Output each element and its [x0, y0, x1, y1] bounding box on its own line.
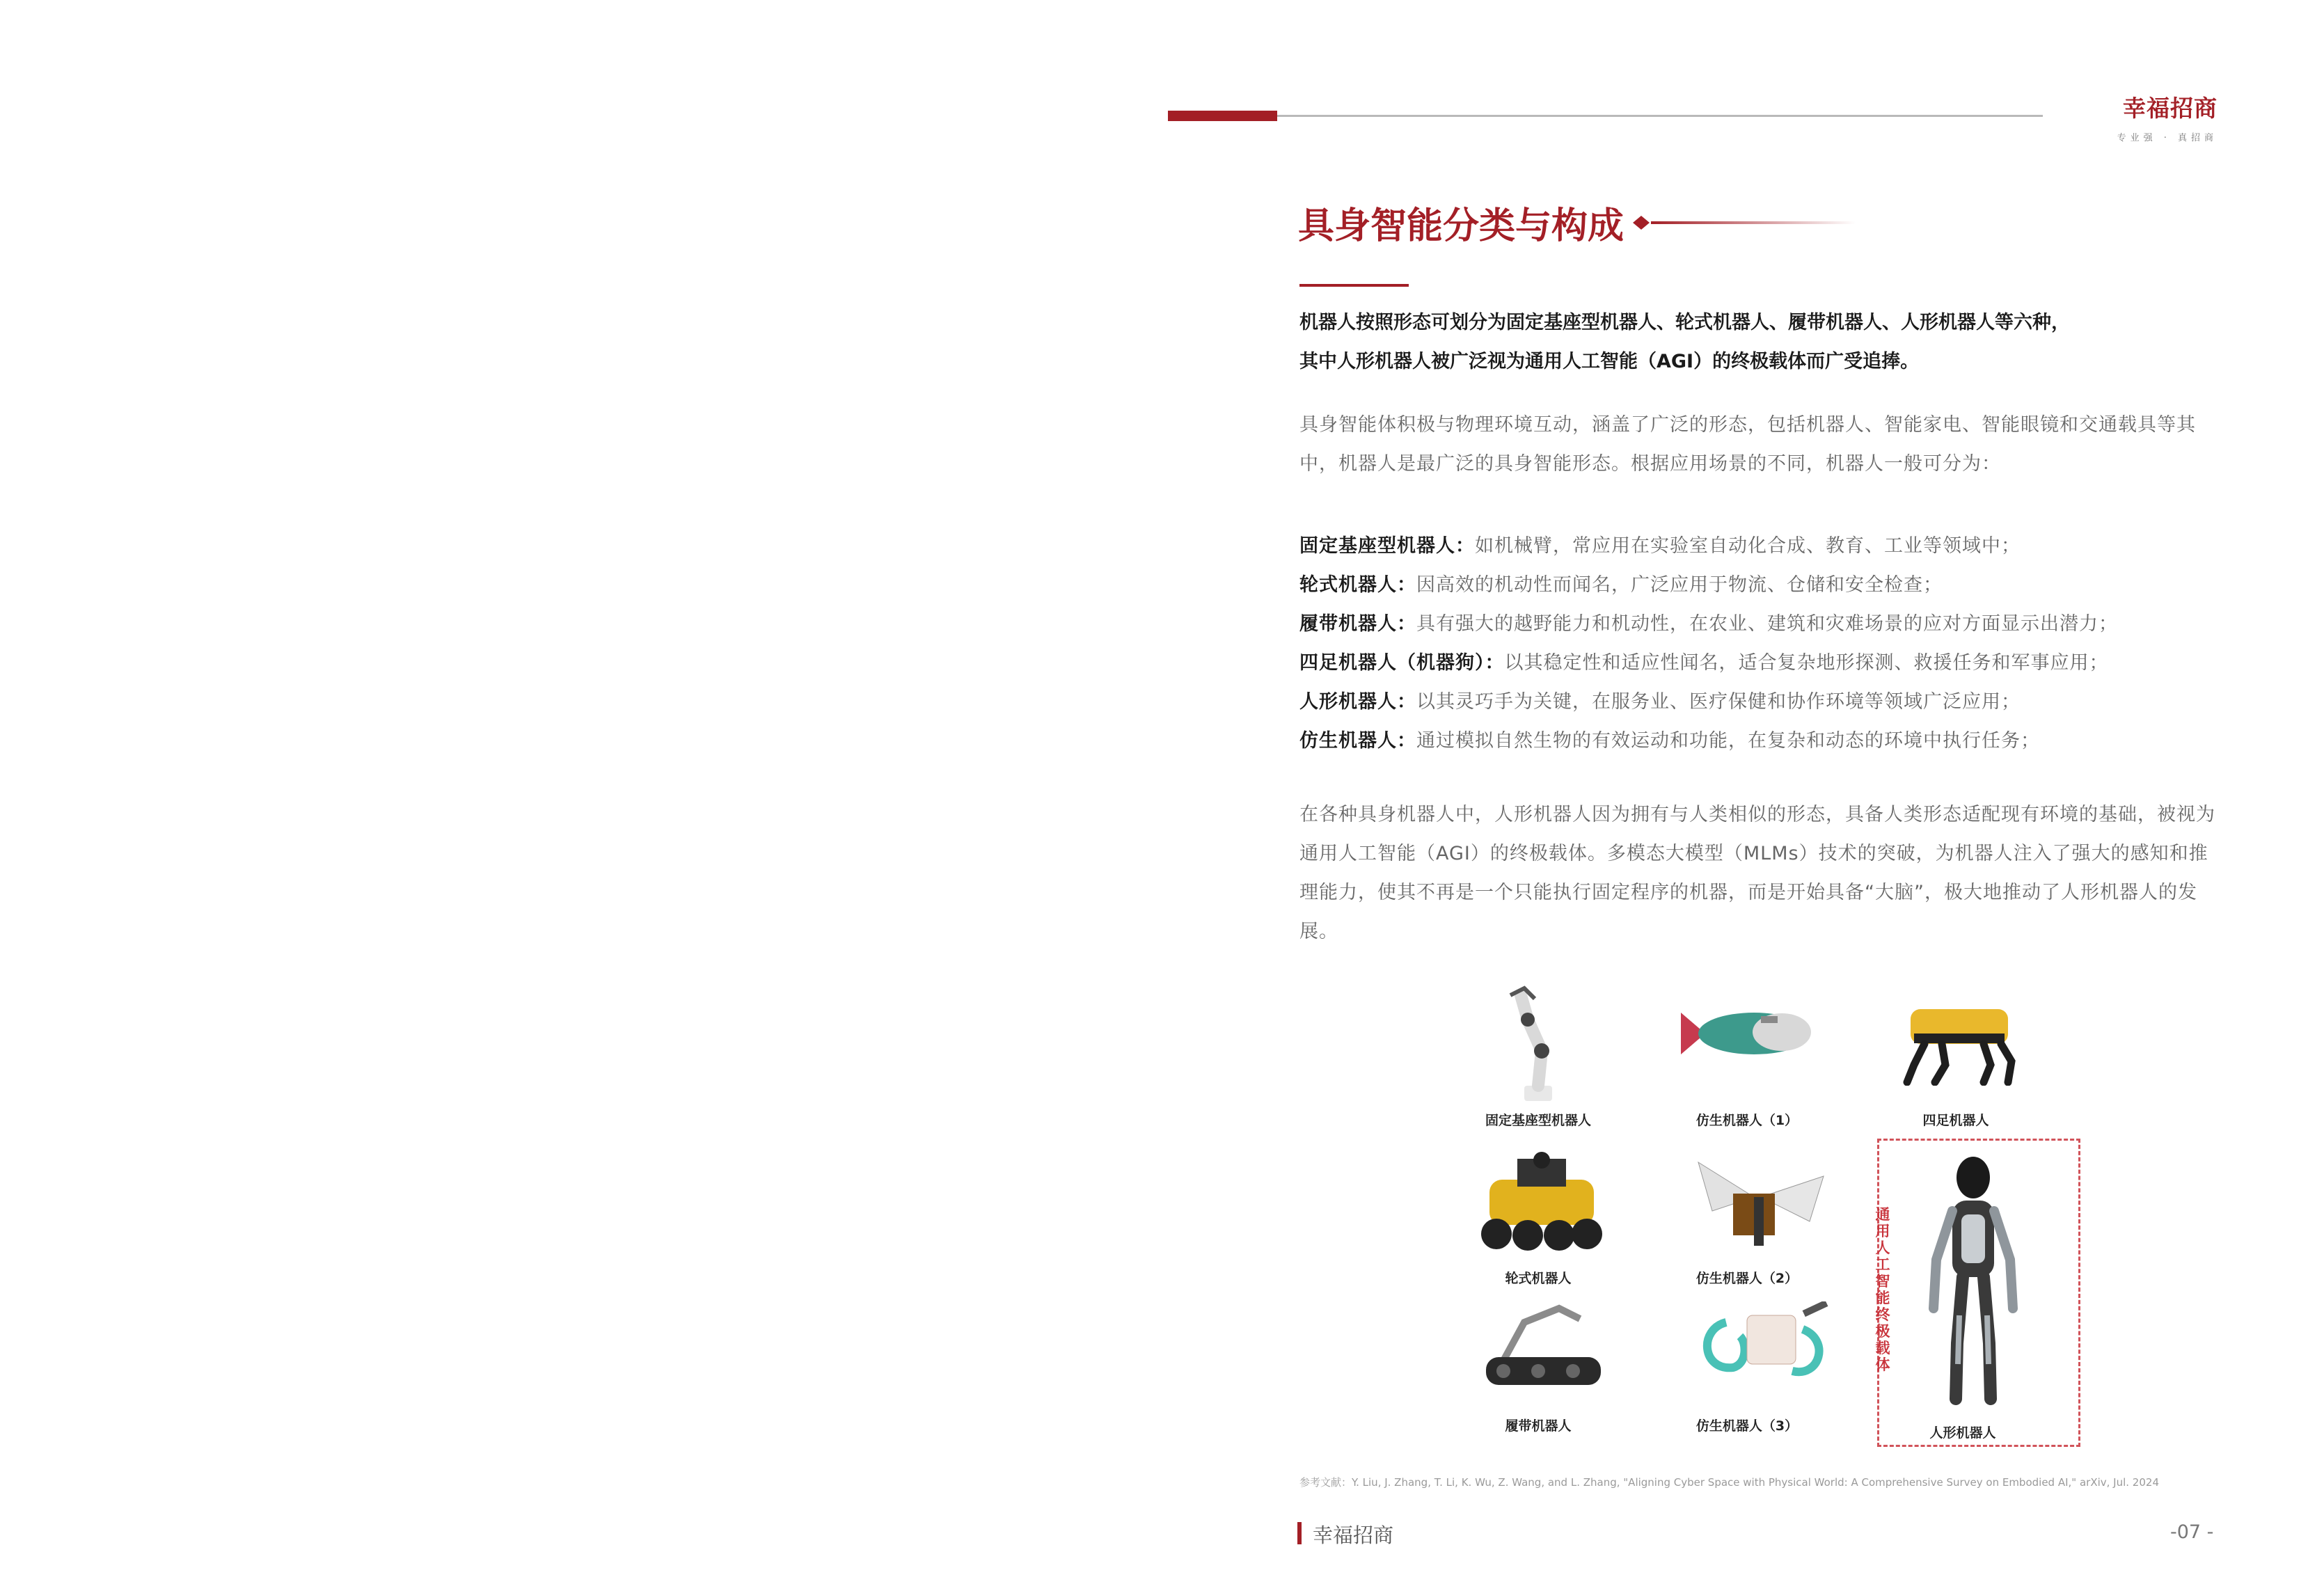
wheeled-robot-image — [1476, 1152, 1608, 1256]
list-item: 仿生机器人：通过模拟自然生物的有效运动和功能，在复杂和动态的环境中执行任务； — [1299, 730, 2040, 752]
list-item: 四足机器人（机器狗）：以其稳定性和适应性闻名，适合复杂地形探测、救援任务和军事应用； — [1299, 652, 2109, 674]
caption-bionic-3: 仿生机器人（3） — [1695, 1418, 1799, 1434]
footer-brand: 幸福招商 — [1313, 1523, 1394, 1547]
header-rule — [1277, 115, 2043, 117]
caption-arm: 固定基座型机器人 — [1485, 1113, 1591, 1128]
conclusion-paragraph: 在各种具身机器人中，人形机器人因为拥有与人类相似的形态，具备人类形态适配现有环境的基础，被视为通用人工智能（AGI）的终极载体。多模态大模型（MLMs）技术的突破，为机器人注入了强大的感知和推理能力，使其不再是一个只能执行固定程序的机器，而是开始具备“大脑”，极大地推动了人形机器人的发展。 — [1299, 804, 2215, 942]
caption-bionic-1: 仿生机器人（1） — [1695, 1113, 1799, 1128]
caption-tracked: 履带机器人 — [1505, 1418, 1572, 1434]
list-item: 固定基座型机器人：如机械臂，常应用在实验室自动化合成、教育、工业等领域中； — [1299, 535, 2021, 557]
caption-bionic-2: 仿生机器人（2） — [1695, 1271, 1799, 1286]
agi-vertical-label: 通用人工智能终极载体 — [1875, 1206, 1890, 1373]
caption-quadruped: 四足机器人 — [1922, 1113, 1989, 1128]
robot-arm-image — [1489, 981, 1587, 1107]
brand-logo — [2099, 90, 2218, 143]
caption-wheeled: 轮式机器人 — [1505, 1271, 1572, 1286]
reference-citation: 参考文献：Y. Liu, J. Zhang, T. Li, K. Wu, Z. Wang, and L. Zhang, "Aligning Cyber Space with Physical World: A Comprehensive Survey on Embodied AI," arXiv, Jul. 2024 — [1299, 1476, 2159, 1489]
tracked-robot-image — [1476, 1294, 1608, 1392]
page-number: -07 - — [2170, 1521, 2214, 1543]
brand-slogan: 专业强 · 真招商 — [2117, 133, 2218, 143]
title-underline — [1299, 284, 1409, 287]
quadruped-image — [1893, 995, 2025, 1086]
bionic-fish-image — [1677, 999, 1817, 1075]
agi-highlight-box — [1877, 1139, 2080, 1447]
header-accent-bar — [1168, 111, 1277, 121]
page-title: 具身智能分类与构成 — [1298, 205, 1625, 247]
lead-line-1: 机器人按照形态可划分为固定基座型机器人、轮式机器人、履带机器人、人形机器人等六种， — [1299, 312, 2070, 333]
list-item: 履带机器人：具有强大的越野能力和机动性，在农业、建筑和灾难场景的应对方面显示出潜力； — [1299, 613, 2118, 635]
list-item: 轮式机器人：因高效的机动性而闻名，广泛应用于物流、仓储和安全检查； — [1299, 574, 1943, 596]
intro-paragraph: 具身智能体积极与物理环境互动，涵盖了广泛的形态，包括机器人、智能家电、智能眼镜和交通载具等其中，机器人是最广泛的具身智能形态。根据应用场景的不同，机器人一般可分为： — [1299, 414, 2196, 475]
list-item: 人形机器人：以其灵巧手为关键，在服务业、医疗保健和协作环境等领域广泛应用； — [1299, 691, 2021, 713]
title-decoration — [1633, 212, 1856, 233]
footer-accent-bar — [1297, 1522, 1302, 1544]
bionic-soft-robot-image — [1698, 1301, 1831, 1392]
bionic-insect-image — [1684, 1155, 1831, 1253]
brand-name: 幸福招商 — [2123, 95, 2218, 122]
caption-humanoid: 人形机器人 — [1929, 1425, 1996, 1441]
lead-line-2: 其中人形机器人被广泛视为通用人工智能（AGI）的终极载体而广受追捧。 — [1299, 351, 1920, 372]
